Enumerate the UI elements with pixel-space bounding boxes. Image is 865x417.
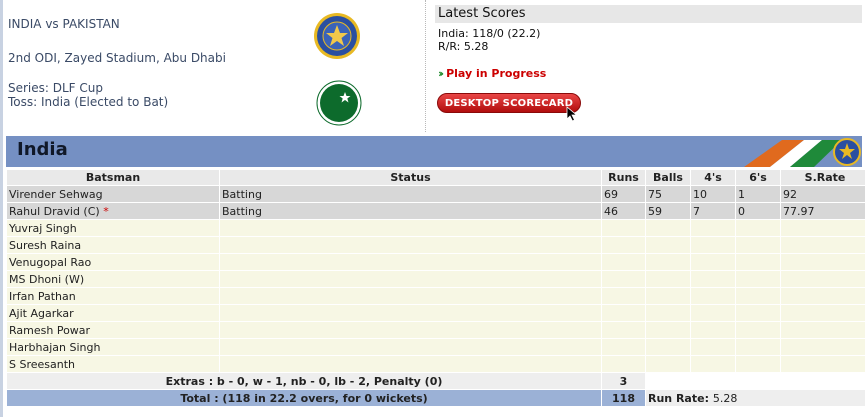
- col-header-balls: Balls: [646, 170, 690, 185]
- total-label: Total : (118 in 22.2 overs, for 0 wickets): [7, 390, 601, 406]
- batsman-fours: 10: [691, 186, 735, 202]
- flag-banner-icon: [742, 136, 862, 167]
- scorecard-header-row: [7, 170, 865, 185]
- pcb-logo-icon: [316, 80, 362, 126]
- col-header-runs: Runs: [602, 170, 645, 185]
- table-row: [7, 339, 865, 355]
- batsman-name: Suresh Raina: [7, 237, 219, 253]
- latest-scores-heading: Latest Scores: [435, 5, 862, 23]
- batsman-runs: 69: [602, 186, 645, 202]
- table-row: [7, 220, 865, 236]
- double-chevron-icon: ››: [438, 67, 442, 80]
- batsman-fours: 7: [691, 203, 735, 219]
- match-status-text: Play in Progress: [446, 67, 547, 80]
- col-header-sixes: 6's: [736, 170, 780, 185]
- table-row: [7, 305, 865, 321]
- mouse-cursor-icon: [566, 106, 578, 122]
- batsman-name: Rahul Dravid (C) *: [7, 203, 219, 219]
- batsman-name: S Sreesanth: [7, 356, 219, 372]
- match-status: [438, 67, 546, 80]
- batsman-name: Venugopal Rao: [7, 254, 219, 270]
- match-venue: 2nd ODI, Zayed Stadium, Abu Dhabi: [8, 51, 226, 65]
- col-header-batsman: Batsman: [7, 170, 219, 185]
- table-row: [7, 271, 865, 287]
- batsman-status: Batting: [220, 186, 601, 202]
- table-row: [7, 203, 865, 219]
- latest-scores-panel: [435, 5, 862, 53]
- team-name: India: [17, 139, 68, 160]
- table-row: [7, 356, 865, 372]
- extras-row: [7, 373, 865, 389]
- section-divider: [425, 0, 426, 132]
- team-header-bar: [6, 136, 862, 167]
- batsman-strike-rate: 77.97: [781, 203, 865, 219]
- batsman-balls: 59: [646, 203, 690, 219]
- match-title: INDIA vs PAKISTAN: [8, 17, 120, 31]
- batsman-name: Irfan Pathan: [7, 288, 219, 304]
- batsman-strike-rate: 92: [781, 186, 865, 202]
- run-rate-label: Run Rate:: [648, 391, 709, 405]
- batsman-runs: 46: [602, 203, 645, 219]
- table-row: [7, 237, 865, 253]
- left-border-strip: [0, 0, 3, 417]
- batsman-sixes: 1: [736, 186, 780, 202]
- match-toss: Toss: India (Elected to Bat): [8, 95, 169, 109]
- batting-scorecard: [6, 169, 865, 407]
- total-value: 118: [602, 390, 645, 406]
- batsman-status: Batting: [220, 203, 601, 219]
- latest-run-rate: R/R: 5.28: [438, 40, 489, 53]
- match-series: Series: DLF Cup: [8, 81, 104, 95]
- col-header-strike-rate: S.Rate: [781, 170, 865, 185]
- on-strike-marker: *: [103, 204, 109, 218]
- batsman-name: Virender Sehwag: [7, 186, 219, 202]
- batsman-name: Yuvraj Singh: [7, 220, 219, 236]
- run-rate-value: 5.28: [712, 391, 738, 405]
- batsman-name: MS Dhoni (W): [7, 271, 219, 287]
- batsman-name: Harbhajan Singh: [7, 339, 219, 355]
- bcci-logo-icon: [313, 12, 361, 60]
- table-row: [7, 288, 865, 304]
- batsman-sixes: 0: [736, 203, 780, 219]
- latest-score-line: India: 118/0 (22.2): [438, 27, 541, 40]
- batsman-balls: 75: [646, 186, 690, 202]
- table-row: [7, 254, 865, 270]
- table-row: [7, 322, 865, 338]
- extras-label: Extras : b - 0, w - 1, nb - 0, lb - 2, Penalty (0): [7, 373, 601, 389]
- col-header-fours: 4's: [691, 170, 735, 185]
- col-header-status: Status: [220, 170, 601, 185]
- total-row: [7, 390, 865, 406]
- table-row: [7, 186, 865, 202]
- batsman-name: Ajit Agarkar: [7, 305, 219, 321]
- extras-value: 3: [602, 373, 645, 389]
- desktop-scorecard-button[interactable]: DESKTOP SCORECARD: [437, 93, 581, 113]
- batsman-name: Ramesh Powar: [7, 322, 219, 338]
- run-rate: [646, 390, 865, 406]
